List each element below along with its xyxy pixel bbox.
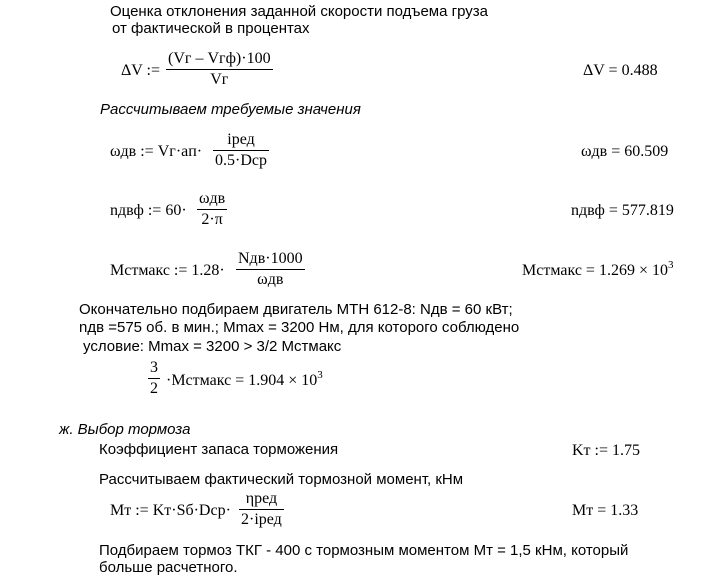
mst-denominator: ωдв bbox=[257, 271, 284, 288]
omega-result: ωдв = 60.509 bbox=[581, 143, 669, 160]
ratio-expression bbox=[166, 369, 323, 390]
mst-result-exponent: 3 bbox=[667, 259, 674, 271]
n-result: nдвф = 577.819 bbox=[571, 202, 674, 219]
n-fraction-bar bbox=[197, 209, 227, 210]
ratio-rest: ·Mстмакс = 1.904 × 10 bbox=[166, 372, 318, 389]
omega-denominator: 0.5·Dcp bbox=[215, 152, 267, 169]
n-fraction bbox=[197, 190, 227, 229]
ratio-numerator: 3 bbox=[150, 359, 158, 376]
mt-fraction-bar bbox=[239, 509, 284, 510]
brake-moment-label: Рассчитываем фактический тормозной момент, кНм bbox=[99, 471, 464, 488]
mt-denominator: 2·iред bbox=[241, 511, 282, 528]
ratio-exponent: 3 bbox=[317, 369, 323, 381]
motor-line-1: Окончательно подбираем двигатель МТН 612-8: Nдв = 60 кВт; bbox=[79, 301, 513, 318]
brake-heading: ж. Выбор тормоза bbox=[59, 421, 191, 438]
dv-fraction-bar bbox=[166, 69, 273, 70]
brake-final-line-1: Подбираем тормоз ТКГ - 400 с тормозным моментом Мт = 1,5 кНм, который bbox=[99, 542, 629, 559]
ratio-fraction-bar bbox=[148, 378, 160, 379]
dv-denominator: Vг bbox=[210, 71, 229, 88]
dv-lhs: ΔV := bbox=[121, 62, 161, 79]
omega-numerator: iред bbox=[227, 131, 255, 148]
omega-fraction-bar bbox=[213, 150, 269, 151]
mt-numerator: ηред bbox=[245, 490, 278, 507]
omega-fraction bbox=[213, 131, 269, 170]
mst-fraction bbox=[236, 250, 305, 289]
intro-line-1: Оценка отклонения заданной скорости подъема груза bbox=[110, 3, 488, 20]
dv-result: ΔV = 0.488 bbox=[583, 62, 658, 79]
mst-lhs: Mстмакс := 1.28· bbox=[110, 262, 225, 279]
dv-numerator: (Vг – Vгф)·100 bbox=[168, 50, 271, 67]
mt-lhs: Mт := Kт·Sб·Dcp· bbox=[110, 502, 231, 519]
mst-result-base: Mстмакс = 1.269 × 10 bbox=[522, 262, 668, 279]
n-lhs: nдвф := 60· bbox=[110, 202, 187, 219]
mst-result bbox=[522, 259, 674, 280]
brake-final-line-2: больше расчетного. bbox=[99, 559, 238, 576]
motor-line-3: условие: Mmax = 3200 > 3/2 Mстмакс bbox=[83, 338, 342, 355]
omega-lhs: ωдв := Vг·aп· bbox=[110, 143, 203, 160]
dv-fraction bbox=[166, 50, 273, 89]
brake-coef-value: Kт := 1.75 bbox=[572, 442, 641, 459]
mt-fraction bbox=[239, 490, 284, 529]
ratio-fraction bbox=[148, 359, 160, 398]
mst-fraction-bar bbox=[236, 269, 305, 270]
n-denominator: 2·π bbox=[201, 211, 223, 228]
mt-result: Mт = 1.33 bbox=[572, 502, 639, 519]
n-numerator: ωдв bbox=[199, 190, 226, 207]
calc-heading: Рассчитываем требуемые значения bbox=[100, 101, 361, 118]
brake-coef-label: Коэффициент запаса торможения bbox=[99, 441, 339, 458]
ratio-denominator: 2 bbox=[150, 380, 158, 397]
mst-numerator: Nдв·1000 bbox=[238, 250, 303, 267]
intro-line-2: от фактической в процентах bbox=[112, 20, 310, 37]
motor-line-2: nдв =575 об. в мин.; Mmax = 3200 Нм, для которого соблюдено bbox=[79, 319, 520, 336]
